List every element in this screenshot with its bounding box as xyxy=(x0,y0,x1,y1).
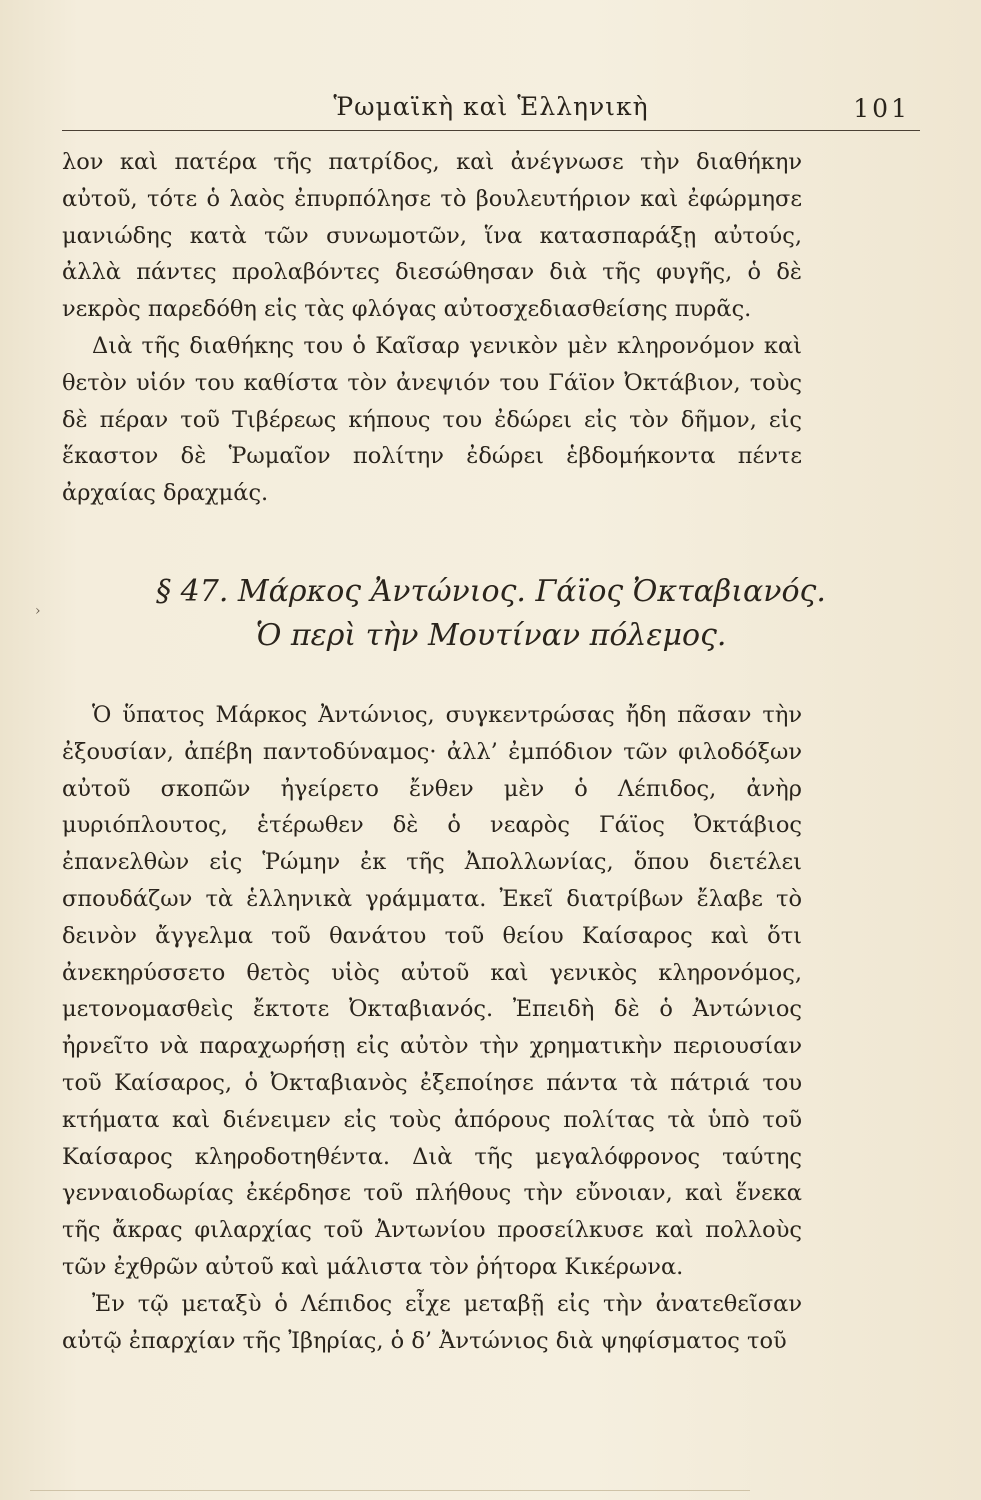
running-head xyxy=(62,92,920,132)
paragraph-continued: λον καὶ πατέρα τῆς πατρίδος, καὶ ἀνέγνωσε τὴν διαθήκην αὐτοῦ, τότε ὁ λαὸς ἐπυρπόλησε τὸ βουλευτήριον καὶ ἐφώρμησε μανιώδης κατὰ τῶν συνωμοτῶν, ἵνα κατασπαράξῃ αὐτούς, ἀλλὰ πάντες προλαβόντες διεσώθησαν διὰ τῆς φυγῆς, ὁ δὲ νεκρὸς παρεδόθη εἰς τὰς φλόγας αὐτοσχεδιασθείσης πυρᾶς. xyxy=(62,149,802,323)
page-number: 101 xyxy=(853,94,910,123)
top-text-block xyxy=(62,144,802,512)
section-subtitle: Ὁ περὶ τὴν Μουτίναν πόλεμος. xyxy=(255,618,727,653)
bottom-text-block xyxy=(62,697,802,1359)
page-edge-line xyxy=(30,1490,750,1491)
header-rule xyxy=(62,130,920,131)
section-title: § 47. Μάρκος Ἀντώνιος. Γάϊος Ὀκταβιανός. xyxy=(156,574,826,609)
paragraph-antonius: Ὁ ὕπατος Μάρκος Ἀντώνιος, συγκεντρώσας ἤδη πᾶσαν τὴν ἐξουσίαν, ἀπέβη παντοδύναμος· ἀλλ’ ἐμπόδιον τῶν φιλοδόξων αὐτοῦ σκοπῶν ἠγείρετο ἔνθεν μὲν ὁ Λέπιδος, ἀνὴρ μυριόπλουτος, ἑτέρωθεν δὲ ὁ νεαρὸς Γάϊος Ὀκτάβιος ἐπανελθὼν εἰς Ῥώμην ἐκ τῆς Ἀπολλωνίας, ὅπου διετέλει σπουδάζων τὰ ἑλληνικὰ γράμματα. Ἐκεῖ διατρίβων ἔλαβε τὸ δεινὸν ἄγγελμα τοῦ θανάτου τοῦ θείου Καίσαρος καὶ ὅτι ἀνεκηρύσσετο θετὸς υἱὸς αὐτοῦ καὶ γενικὸς κληρονόμος, μετονομασθεὶς ἔκτοτε Ὀκταβιανός. Ἐπειδὴ δὲ ὁ Ἀντώνιος ἠρνεῖτο νὰ παραχωρήσῃ εἰς αὐτὸν τὴν χρηματικὴν περιουσίαν τοῦ Καίσαρος, ὁ Ὀκταβιανὸς ἐξεποίησε πάντα τὰ πάτριά του κτήματα καὶ διένειμεν εἰς τοὺς ἀπόρους πολίτας τὰ ὑπὸ τοῦ Καίσαρος κληροδοτηθέντα. Διὰ τῆς μεγαλόφρονος ταύτης γενναιοδωρίας ἐκέρδησε τοῦ πλήθους τὴν εὔνοιαν, καὶ ἕνεκα τῆς ἄκρας φιλαρχίας τοῦ Ἀντωνίου προσείλκυσε καὶ πολλοὺς τῶν ἐχθρῶν αὐτοῦ καὶ μάλιστα τὸν ῥήτορα Κικέρωνα. xyxy=(62,702,802,1280)
margin-mark: › xyxy=(35,603,41,619)
paragraph-lepidus: Ἐν τῷ μεταξὺ ὁ Λέπιδος εἶχε μεταβῇ εἰς τὴν ἀνατεθεῖσαν αὐτῷ ἐπαρχίαν τῆς Ἰβηρίας, ὁ δ’ Ἀντώνιος διὰ ψηφίσματος τοῦ xyxy=(62,1290,802,1354)
paragraph-testament: Διὰ τῆς διαθήκης του ὁ Καῖσαρ γενικὸν μὲν κληρονόμον καὶ θετὸν υἱόν του καθίστα τὸν ἀνεψιόν του Γάϊον Ὀκτάβιον, τοὺς δὲ πέραν τοῦ Τιβέρεως κήπους του ἐδώρει εἰς τὸν δῆμον, εἰς ἕκαστον δὲ Ῥωμαῖον πολίτην ἐδώρει ἑβδομήκοντα πέντε ἀρχαίας δραχμάς. xyxy=(62,332,802,507)
running-title: Ῥωμαϊκὴ καὶ Ἑλληνικὴ xyxy=(333,92,649,121)
